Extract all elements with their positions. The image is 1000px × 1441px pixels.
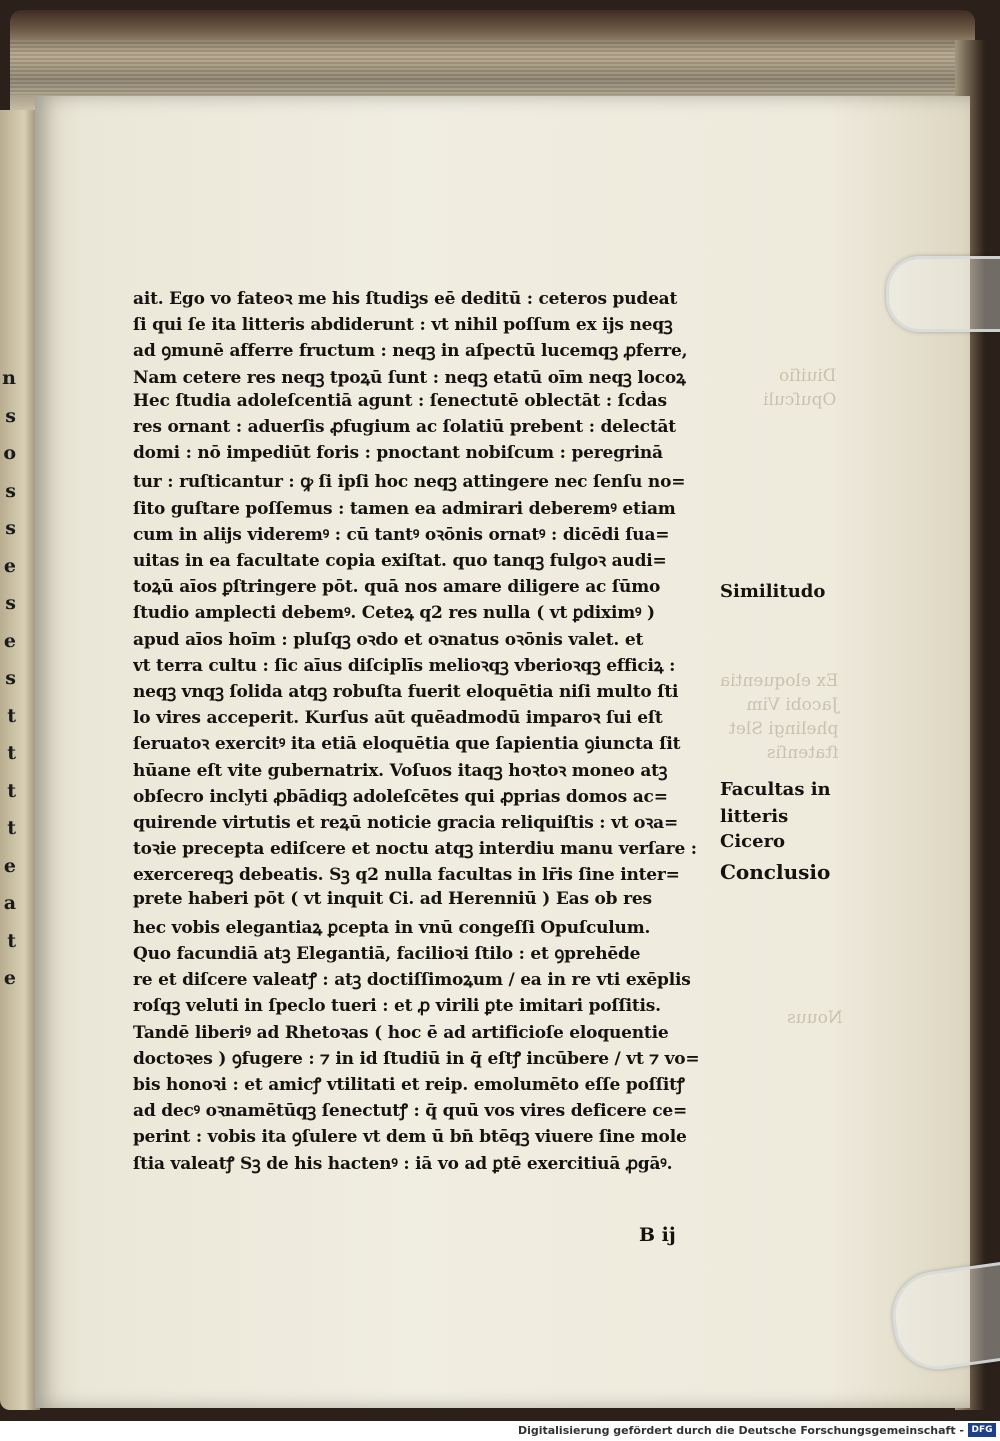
show-through-line: Opuſculi [763, 390, 837, 410]
text-line: ſito guſtare poſſemus : tamen ea admirari deberemꝰ etiam [133, 498, 676, 519]
left-page-glyph: s [5, 479, 16, 502]
text-line: doctoꝛes ) ꝯfugere : ⁊ in id ſtudiū in q̄ eſtꝭ incūbere / vt ⁊ vo= [133, 1048, 700, 1069]
page-clip-top [886, 256, 1000, 332]
left-page-glyph: e [3, 854, 16, 877]
funding-credit: Digitalisierung gefördert durch die Deutsche Forschungsgemeinschaft - [517, 1424, 964, 1437]
text-line: toꝛie precepta ediſcere et noctu atqꝫ interdiu manu verſare : [133, 839, 697, 860]
show-through-line: phelingi Slet [728, 719, 839, 739]
text-line: ad decꝰ oꝛnamētūqꝫ ſenectutꝭ : q̄ quū vos vires deficere ce= [133, 1101, 688, 1122]
left-page-glyph: o [3, 442, 16, 464]
text-line: roſqꝫ veluti in ſpeclo tueri : et ꝓ virili ꝑte imitari poſſitis. [133, 996, 661, 1017]
show-through-line: Jacobi Vim [746, 695, 839, 715]
text-line: exercereqꝫ debeatis. Sꝫ q2 nulla facultas in lr̄is ſine inter= [133, 865, 680, 886]
footer-bar [0, 1421, 1000, 1441]
show-through-line: ſtatenſis [766, 743, 839, 763]
left-page-glyph: t [7, 929, 16, 952]
text-line: neqꝫ vnqꝫ ſolida atqꝫ robuſta fuerit eloquētia niſi multo ſti [133, 682, 679, 702]
left-page-glyph: s [5, 667, 16, 689]
text-line: Hec ſtudia adoleſcentiā agunt : ſenectutē oblectāt : ſcḋas [133, 390, 667, 411]
show-through-line: Nouus [787, 1008, 843, 1028]
marginal-note-facultas: Facultas in [720, 779, 831, 800]
show-through-top [763, 364, 836, 412]
marginal-note-cicero: Cicero [720, 831, 786, 852]
text-line: prete haberi pōt ( vt inquit Ci. ad Herenniū ) Eas ob res [133, 888, 652, 909]
left-page-glyph: s [5, 592, 16, 614]
text-line: quirende virtutis et reꝝū noticie gracia reliquiſtis : vt oꝛa= [133, 813, 678, 833]
text-line: domi : nō impediūt foris : pnoctant nobiſcum : peregrinā [133, 443, 663, 464]
text-line: vt terra cultu : ſic aīus diſciplīs melioꝛqꝫ vberioꝛqꝫ efficiꝝ : [133, 655, 676, 676]
left-page-glyph: t [7, 779, 16, 802]
text-line: ad ꝯmunē afferre fructum : neqꝫ in aſpectū lucemqꝫ ꝓferre, [133, 341, 688, 362]
text-line: hūane eſt vite gubernatrix. Voſuos itaqꝫ hoꝛtoꝛ moneo atꝫ [133, 760, 668, 781]
left-page-glyph: e [3, 554, 16, 577]
text-line: bis honoꝛi : et amicꝭ vtilitati et reip. emolumēto eſſe poſſitꝭ [133, 1075, 685, 1095]
text-line: lo vires acceperit. Kurſus aūt quēadmodū imparoꝛ ſui eſt [133, 708, 663, 729]
left-page-glyph: a [3, 892, 16, 914]
left-page-text [0, 360, 16, 998]
text-line: ſtia valeatꝭ Sꝫ de his hactenꝰ : iā vo ad ꝑtē exercitiuā ꝓgāꝰ. [133, 1153, 673, 1174]
left-page [0, 110, 40, 1410]
left-page-glyph: s [5, 404, 16, 427]
marginal-note-litteris: litteris [720, 806, 789, 827]
text-line: apud aīos hoīm : pluſqꝫ oꝛdo et oꝛnatus oꝛōnis valet. et [133, 629, 644, 650]
marginal-note-conclusio: Conclusio [720, 860, 831, 884]
text-line: uitas in ea facultate copia exiſtat. quo tanqꝫ fulgoꝛ audi= [133, 551, 667, 571]
text-line: re et diſcere valeatꝭ : atꝫ doctiſſimoꝝum / ea in re vti exēplis [133, 970, 691, 991]
text-line: ſtudio amplecti debemꝰ. Ceteꝝ q2 res nulla ( vt ꝑdiximꝰ ) [133, 603, 655, 624]
left-page-glyph: s [5, 517, 16, 539]
text-line: Tandē liberiꝰ ad Rhetoꝛas ( hoc ē ad artificioſe eloquentie [133, 1022, 669, 1043]
show-through-line: Diuiſio [778, 366, 837, 386]
book-top-edge [10, 10, 975, 110]
show-through-line: Ex eloquentia [720, 671, 839, 691]
left-page-glyph: e [3, 967, 16, 989]
text-line: hec vobis elegantiaꝝ ꝑcepta in vnū congeſſi Opuſculum. [133, 917, 651, 938]
text-line: res ornant : aduerſis ꝓfugium ac ſolatiū prebent : delectāt [133, 417, 676, 437]
show-through-bottom [787, 1006, 843, 1030]
text-line: Nam cetere res neqꝫ tpoꝝū ſunt : neqꝫ etatū oīm neqꝫ locoꝝ [133, 367, 686, 388]
text-line: ait. Ego vo fateoꝛ me his ſtudiꝫs eē deditū : ceteros pudeat [133, 289, 678, 309]
text-line: ſi qui ſe ita litteris abdiderunt : vt nihil poſſum ex ijs neqꝫ [133, 315, 673, 336]
marginal-note-similitudo: Similitudo [720, 581, 826, 602]
text-line: ſeruatoꝛ exercitꝰ ita etiā eloquētia que ſapientia ꝯiuncta ſit [133, 734, 681, 755]
right-page [35, 96, 970, 1408]
left-page-glyph: t [7, 817, 16, 839]
left-page-glyph: n [2, 367, 16, 389]
left-page-glyph: e [3, 629, 16, 652]
dfg-logo: DFG [968, 1423, 996, 1437]
text-line: perint : vobis ita ꝯſulere vt dem ū bn̄ btēqꝫ viuere ſine mole [133, 1127, 687, 1148]
text-line: tur : ruſticantur : ꝙ ſi ipſi hoc neqꝫ attingere nec ſenſu no= [133, 472, 686, 493]
left-page-glyph: t [7, 742, 16, 764]
text-line: Quo facundiā atꝫ Elegantiā, facilioꝛi ſtilo : et ꝯprehēde [133, 944, 641, 964]
text-line: cum in alijs videremꝰ : cū tantꝰ oꝛōnis ornatꝰ : dicēdi ſua= [133, 524, 670, 545]
left-page-glyph: t [7, 704, 16, 727]
text-line: obſecro inclyti ꝓbādiqꝫ adoleſcētes qui ꝓprias domos ac= [133, 786, 668, 807]
signature-mark: B ij [639, 1224, 676, 1246]
text-line: toꝝū aīos ꝑſtringere pōt. quā nos amare diligere ac ſūmo [133, 577, 661, 598]
